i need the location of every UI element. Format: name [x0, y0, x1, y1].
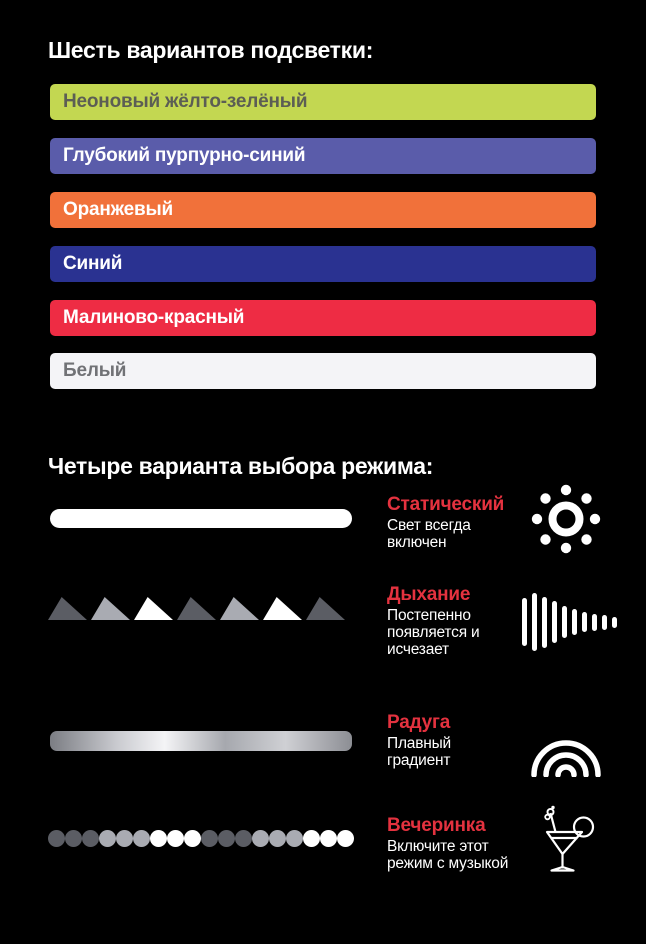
lighting-bar-label: Глубокий пурпурно-синий — [63, 145, 306, 166]
dot-shape — [218, 830, 235, 847]
modes-section-title: Четыре варианта выбора режима: — [48, 453, 434, 479]
mode-desc-line: исчезает — [387, 641, 449, 658]
dot-shape — [116, 830, 133, 847]
triangle-shape — [91, 597, 130, 620]
equalizer-bar — [582, 612, 587, 632]
equalizer-bar — [562, 606, 567, 638]
equalizer-bar — [532, 593, 537, 651]
breathing-mode-visual — [48, 597, 345, 620]
equalizer-bar — [612, 617, 617, 628]
dot-shape — [99, 830, 116, 847]
mode-desc-line: Свет всегда — [387, 517, 471, 534]
lighting-bar-blue — [50, 246, 596, 282]
dot-shape — [201, 830, 218, 847]
equalizer-icon — [522, 592, 617, 652]
rainbow-mode-visual-bar — [50, 731, 352, 751]
triangle-shape — [177, 597, 216, 620]
dot-shape — [65, 830, 82, 847]
dot-shape — [184, 830, 201, 847]
triangle-shape — [48, 597, 87, 620]
lighting-bar-neon-yellow-green — [50, 84, 596, 120]
lighting-bar-label: Синий — [63, 253, 123, 274]
dot-shape — [286, 830, 303, 847]
sun-icon — [527, 480, 605, 558]
dot-shape — [82, 830, 99, 847]
lighting-bar-crimson-red — [50, 300, 596, 336]
lighting-bar-deep-purple-blue — [50, 138, 596, 174]
mode-desc-line: включен — [387, 534, 447, 551]
triangle-shape — [220, 597, 259, 620]
equalizer-bar — [542, 597, 547, 648]
mode-name-rainbow: Радуга — [387, 712, 451, 733]
mode-desc-line: режим с музыкой — [387, 855, 509, 872]
party-mode-visual — [48, 830, 354, 847]
mode-name-party: Вечеринка — [387, 815, 486, 836]
static-mode-visual-bar — [50, 509, 352, 528]
lighting-bar-orange — [50, 192, 596, 228]
mode-name-static: Статический — [387, 494, 505, 515]
mode-desc-line: появляется и — [387, 624, 480, 641]
dot-shape — [303, 830, 320, 847]
dot-shape — [320, 830, 337, 847]
lighting-bar-label: Неоновый жёлто-зелёный — [63, 91, 308, 112]
mode-desc-party — [387, 838, 508, 872]
lighting-section-title: Шесть вариантов подсветки: — [48, 37, 374, 63]
dot-shape — [167, 830, 184, 847]
mode-desc-breathing — [387, 607, 479, 658]
triangle-shape — [134, 597, 173, 620]
triangle-shape — [263, 597, 302, 620]
dot-shape — [337, 830, 354, 847]
mode-desc-rainbow — [387, 735, 451, 769]
equalizer-bar — [572, 609, 577, 635]
rainbow-icon — [529, 727, 603, 777]
mode-desc-line: Постепенно — [387, 607, 471, 624]
dot-shape — [235, 830, 252, 847]
lighting-bar-label: Белый — [63, 360, 127, 381]
equalizer-bar — [522, 598, 527, 646]
mode-name-breathing: Дыхание — [387, 584, 471, 605]
dot-shape — [133, 830, 150, 847]
dot-shape — [48, 830, 65, 847]
triangle-shape — [306, 597, 345, 620]
dot-shape — [252, 830, 269, 847]
cocktail-icon — [544, 804, 598, 876]
mode-desc-line: Плавный — [387, 735, 451, 752]
equalizer-bar — [602, 615, 607, 630]
dot-shape — [150, 830, 167, 847]
dot-shape — [269, 830, 286, 847]
mode-desc-static — [387, 517, 471, 551]
mode-desc-line: Включите этот — [387, 838, 489, 855]
lighting-bar-label: Оранжевый — [63, 199, 174, 220]
equalizer-bar — [552, 601, 557, 643]
lighting-bar-white — [50, 353, 596, 389]
mode-desc-line: градиент — [387, 752, 451, 769]
lighting-bar-label: Малиново-красный — [63, 307, 245, 328]
equalizer-bar — [592, 614, 597, 631]
